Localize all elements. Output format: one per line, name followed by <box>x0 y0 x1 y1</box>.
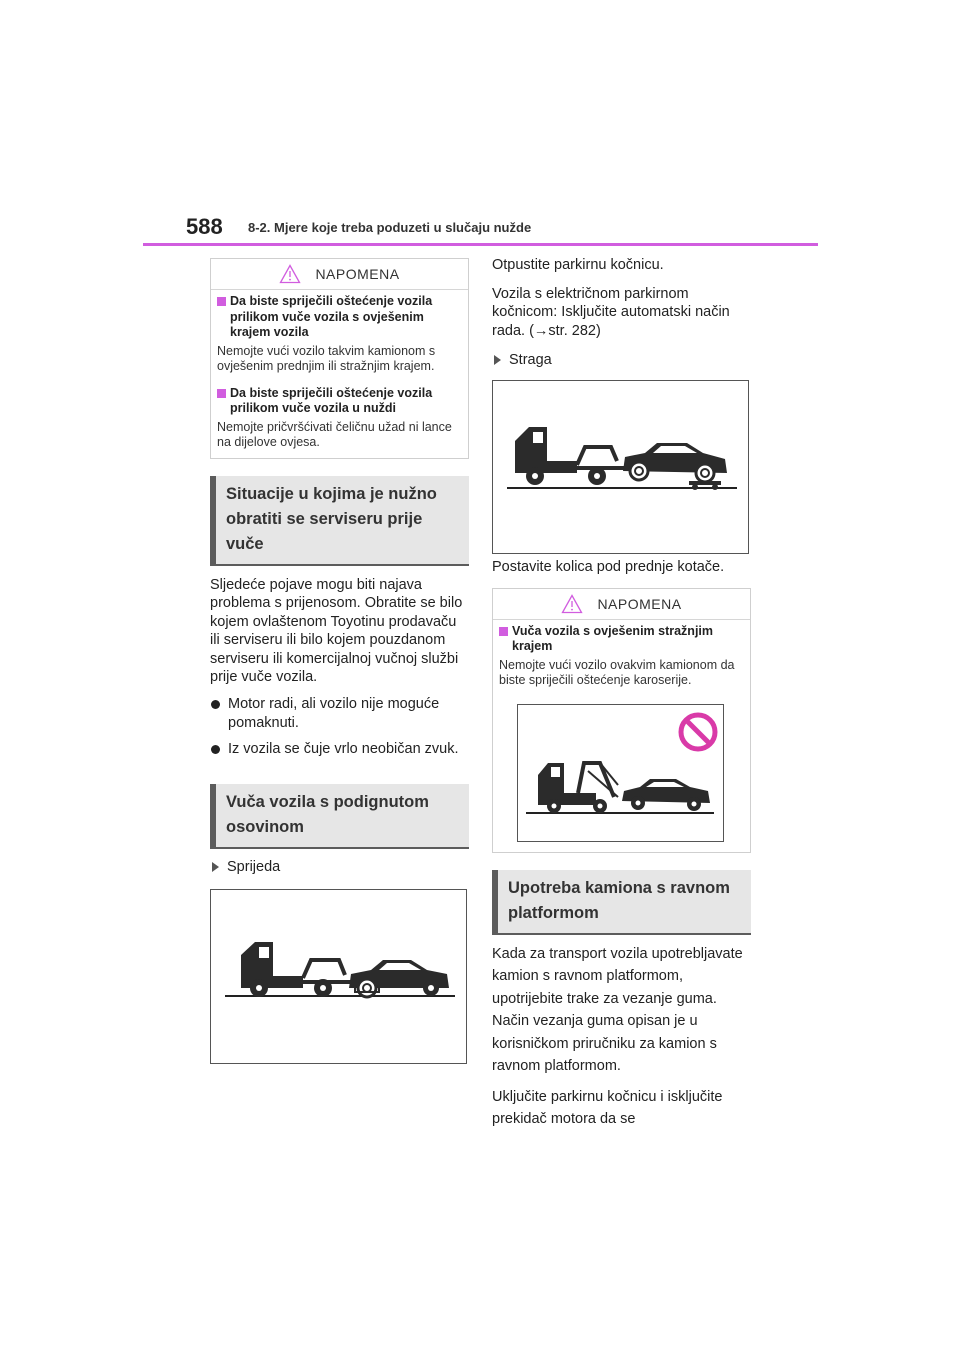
notice-body <box>211 290 468 458</box>
paragraph: Vozila s električnom parkirnom kočnicom: Isključite automatski način rada. (→str. 282) <box>492 285 730 339</box>
triangle-bullet-icon <box>212 862 219 872</box>
running-header: 8-2. Mjere koje treba poduzeti u slučaju nužde <box>248 220 532 235</box>
bullet-item: Motor radi, ali vozilo nije moguće pomaknuti. <box>210 695 469 732</box>
warning-triangle-icon <box>279 264 301 284</box>
section-heading: Vuča vozila s podignutom osovinom <box>210 784 469 849</box>
header-rule <box>143 243 818 246</box>
notice-item-text: Nemojte pričvršćivati čeličnu užad ni lance na dijelove ovjesa. <box>217 419 452 449</box>
warning-triangle-icon <box>561 594 583 614</box>
prohibited-tow-figure <box>517 704 724 842</box>
notice-box <box>210 258 469 459</box>
tow-truck-front-illustration <box>211 890 466 1063</box>
section-heading: Situacije u kojima je nužno obratiti se serviseru prije vuče <box>210 476 469 566</box>
section-heading: Upotreba kamiona s ravnom platformom <box>492 870 751 935</box>
tow-rear-figure <box>492 380 749 554</box>
direction-label: Straga <box>492 352 751 368</box>
notice-header <box>211 259 468 290</box>
paragraph: Uključite parkirnu kočnicu i isključite prekidač motora da se <box>492 1088 723 1128</box>
notice-title: NAPOMENA <box>315 266 400 282</box>
direction-label: Sprijeda <box>210 859 469 875</box>
notice-item-text: Nemojte vući vozilo takvim kamionom s ovješenim prednjim ili stražnjim krajem. <box>217 343 436 373</box>
paragraph: Kada za transport vozila upotrebljavate kamion s ravnom platformom, upotrijebite trake za vezanje guma. Način vezanja guma opisan je u korisničkom priručniku za kamion s ravnom platformom. <box>492 945 743 1075</box>
prohibited-tow-illustration <box>518 705 723 841</box>
page-number: 588 <box>186 214 223 239</box>
right-column <box>492 256 751 1131</box>
paragraph: Otpustite parkirnu kočnicu. <box>492 257 664 273</box>
notice-item-heading: Da biste spriječili oštećenje vozila prilikom vuče vozila u nuždi <box>230 385 433 415</box>
bullet-dot-icon <box>211 745 220 754</box>
tow-front-figure <box>210 889 467 1064</box>
square-bullet-icon <box>217 297 226 306</box>
bullet-dot-icon <box>211 700 220 709</box>
notice-item-heading: Vuča vozila s ovješenim stražnjim krajem <box>512 623 714 654</box>
left-column <box>210 258 469 1064</box>
notice-header <box>493 589 750 620</box>
paragraph: Sljedeće pojave mogu biti najava problema s prijenosom. Obratite se bilo kojem ovlaštenom Toyotinu prodavaču ili serviseru ili bilo kojem pouzdanom serviseru ili komercijalnoj vučnoj službi prije vuče vozila. <box>210 576 463 686</box>
notice-item-text: Nemojte vući vozilo ovakvim kamionom da biste spriječili oštećenje karoserije. <box>499 657 735 687</box>
notice-box <box>492 588 751 853</box>
paragraph: Postavite kolica pod prednje kotače. <box>492 559 725 576</box>
notice-title: NAPOMENA <box>597 595 682 612</box>
notice-item <box>217 294 462 374</box>
square-bullet-icon <box>217 389 226 398</box>
notice-item <box>499 624 744 688</box>
triangle-bullet-icon <box>494 355 501 365</box>
bullet-item: Iz vozila se čuje vrlo neobičan zvuk. <box>210 740 469 759</box>
notice-item-heading: Da biste spriječili oštećenje vozila prilikom vuče vozila s ovješenim krajem vozila <box>230 294 433 339</box>
notice-body <box>493 620 750 852</box>
notice-item <box>217 386 462 450</box>
square-bullet-icon <box>499 627 508 636</box>
tow-truck-rear-illustration <box>493 381 748 553</box>
